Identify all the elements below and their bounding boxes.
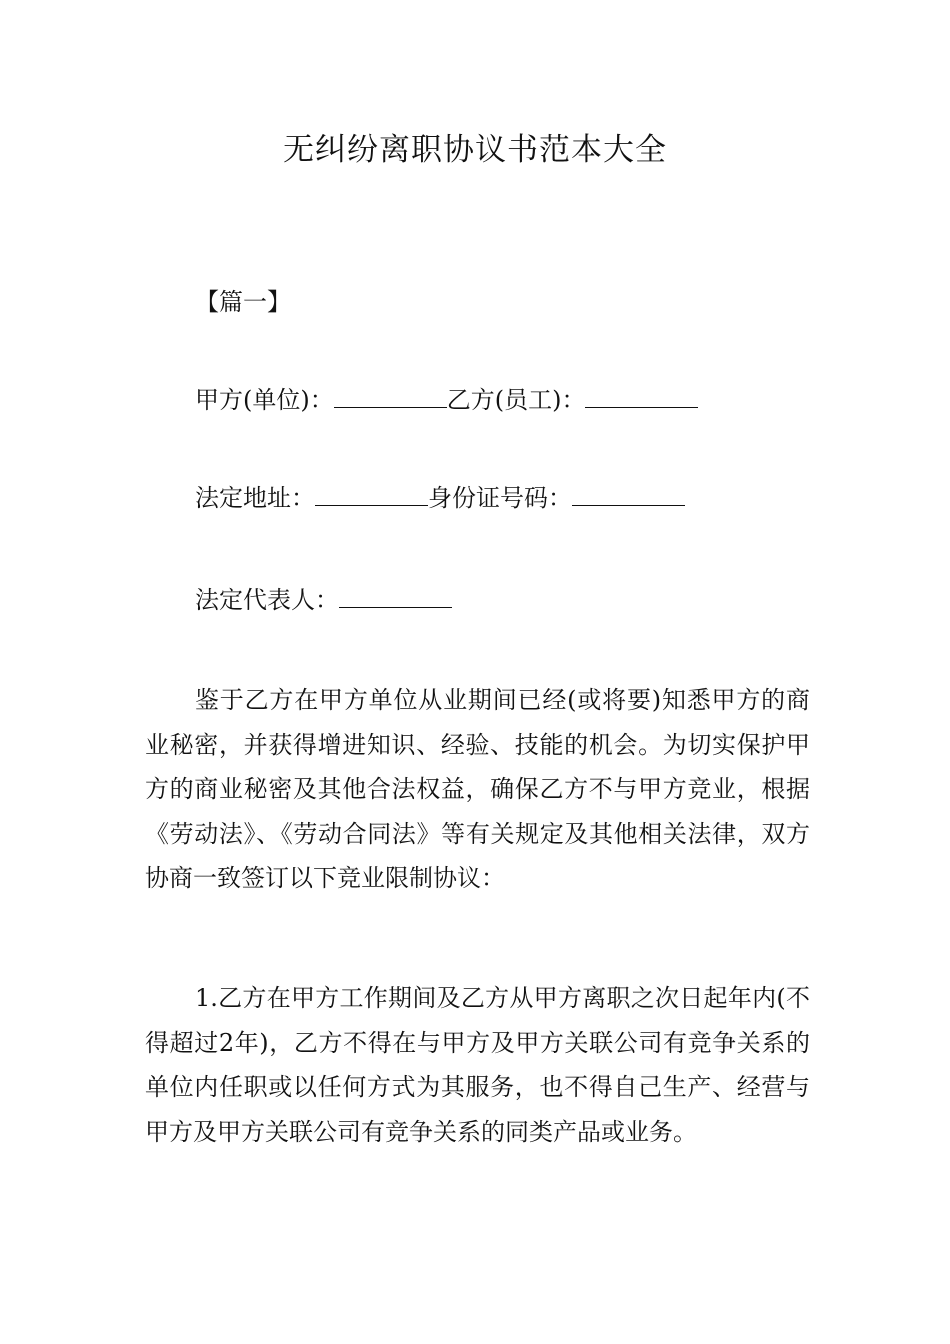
representative-label: 法定代表人： <box>195 586 339 614</box>
document-title: 无纠纷离职协议书范本大全 <box>283 132 667 168</box>
representative-line <box>145 580 860 620</box>
intro-paragraph <box>145 678 810 901</box>
party-b-label: 乙方(员工)： <box>446 386 586 414</box>
section-label: 【篇一】 <box>195 288 291 316</box>
party-b-blank <box>585 385 698 408</box>
party-a-blank <box>334 385 447 408</box>
address-line <box>145 478 860 518</box>
party-a-label: 甲方(单位)： <box>195 386 334 414</box>
clause-1-text: 1.乙方在甲方工作期间及乙方从甲方离职之次日起年内(不得超过2年)，乙方不得在与甲方及甲方关联公司有竞争关系的单位内任职或以任何方式为其服务，也不得自己生产、经营与甲方及甲方关联公司有竞争关系的同类产品或业务。 <box>145 984 810 1146</box>
clause-1-paragraph <box>145 976 810 1154</box>
id-number-blank <box>572 483 685 506</box>
party-line <box>145 380 860 420</box>
address-label: 法定地址： <box>195 484 315 512</box>
id-number-label: 身份证号码： <box>428 484 572 512</box>
intro-paragraph-text: 鉴于乙方在甲方单位从业期间已经(或将要)知悉甲方的商业秘密，并获得增进知识、经验、技能的机会。为切实保护甲方的商业秘密及其他合法权益，确保乙方不与甲方竞业，根据《劳动法》、《劳动合同法》等有关规定及其他相关法律，双方协商一致签订以下竞业限制协议： <box>145 686 810 892</box>
address-blank <box>315 483 428 506</box>
representative-blank <box>339 585 452 608</box>
